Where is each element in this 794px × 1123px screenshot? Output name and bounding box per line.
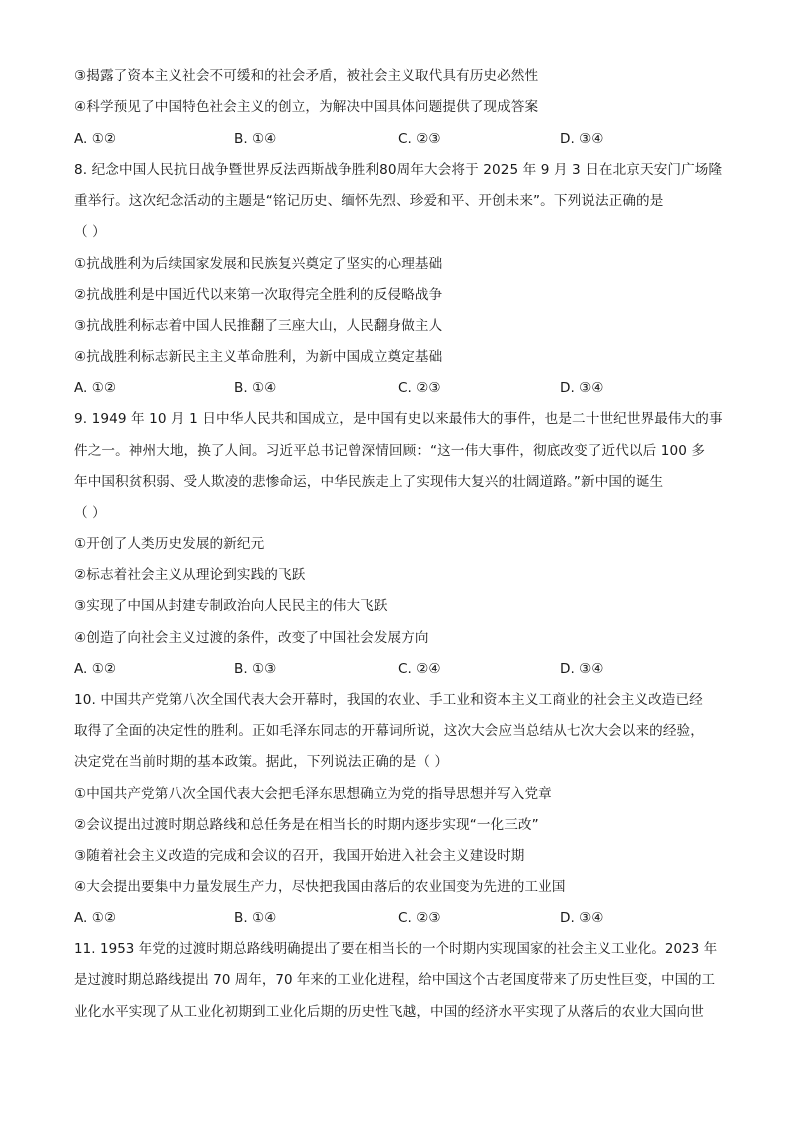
question-9-options [74,659,724,679]
question-10-stem-line-3: 决定党在当前时期的基本政策。据此，下列说法正确的是（ ） [74,754,449,770]
question-11-stem-line-2: 是过渡时期总路线提出 70 周年，70 年来的工业化进程，给中国这个古老国度带来了历史性巨变，中国的工 [74,973,716,988]
answer-options [74,129,724,149]
option-d: D. ③④ [560,380,604,396]
question-9-stem-line-1: 9. 1949 年 10 月 1 日中华人民共和国成立，是中国有史以来最伟大的事件，也是二十世纪世界最伟大的事 [74,411,723,427]
question-8-stem-line-2: 重举行。这次纪念活动的主题是“铭记历史、缅怀先烈、珍爱和平、开创未来”。下列说法正确的是 [74,193,664,209]
question-10-stem-line-2: 取得了全面的决定性的胜利。正如毛泽东同志的开幕词所说，这次大会应当总结从七次大会以来的经验， [74,723,704,739]
option-b: B. ①④ [234,131,277,147]
question-8-statement-2: ②抗战胜利是中国近代以来第一次取得完全胜利的反侵略战争 [74,287,443,303]
option-a: A. ①② [74,661,117,677]
question-8-statement-4: ④抗战胜利标志新民主主义革命胜利，为新中国成立奠定基础 [74,349,443,365]
question-9-statement-1: ①开创了人类历史发展的新纪元 [74,536,265,552]
question-11-stem-line-3: 业化水平实现了从工业化初期到工业化后期的历史性飞越，中国的经济水平实现了从落后的农业大国向世 [74,1004,704,1020]
option-a: A. ①② [74,910,117,926]
question-10-statement-1: ①中国共产党第八次全国代表大会把毛泽东思想确立为党的指导思想并写入党章 [74,786,552,802]
question-8-stem-line-1: 8. 纪念中国人民抗日战争暨世界反法西斯战争胜利80周年大会将于 2025 年 9 月 3 日在北京天安门广场隆 [74,162,723,178]
option-a: A. ①② [74,131,117,147]
question-9-stem-line-2: 件之一。神州大地，换了人间。习近平总书记曾深情回顾：“这一伟大事件，彻底改变了近代以后 100 多 [74,443,706,459]
option-c: C. ②③ [398,910,441,926]
question-10-statement-3: ③随着社会主义改造的完成和会议的召开，我国开始进入社会主义建设时期 [74,848,525,864]
option-b: B. ①③ [234,661,277,677]
option-c: C. ②③ [398,131,441,147]
question-9-statement-3: ③实现了中国从封建专制政治向人民民主的伟大飞跃 [74,598,388,614]
question-8-statement-3: ③抗战胜利标志着中国人民推翻了三座大山，人民翻身做主人 [74,318,443,334]
question-11-stem-line-1: 11. 1953 年党的过渡时期总路线明确提出了要在相当长的一个时期内实现国家的社会主义工业化。2023 年 [74,942,718,957]
option-d: D. ③④ [560,910,604,926]
question-10-stem-line-1: 10. 中国共产党第八次全国代表大会开幕时，我国的农业、手工业和资本主义工商业的社会主义改造已经 [74,692,703,708]
option-a: A. ①② [74,380,117,396]
question-10-options [74,908,724,928]
question-10-statement-4: ④大会提出要集中力量发展生产力，尽快把我国由落后的农业国变为先进的工业国 [74,879,566,895]
question-8-statement-1: ①抗战胜利为后续国家发展和民族复兴奠定了坚实的心理基础 [74,256,443,272]
question-9-statement-4: ④创造了向社会主义过渡的条件，改变了中国社会发展方向 [74,630,429,646]
question-8-options [74,378,724,398]
option-b: B. ①④ [234,380,277,396]
option-d: D. ③④ [560,661,604,677]
statement-4: ④科学预见了中国特色社会主义的创立，为解决中国具体问题提供了现成答案 [74,99,539,115]
option-d: D. ③④ [560,131,604,147]
option-b: B. ①④ [234,910,277,926]
question-10-statement-2: ②会议提出过渡时期总路线和总任务是在相当长的时期内逐步实现“一化三改” [74,817,539,833]
question-9-stem-line-3: 年中国积贫积弱、受人欺凌的悲惨命运，中华民族走上了实现伟大复兴的壮阔道路。”新中国的诞生 [74,474,664,490]
question-9-statement-2: ②标志着社会主义从理论到实践的飞跃 [74,567,306,583]
option-c: C. ②④ [398,661,441,677]
statement-3: ③揭露了资本主义社会不可缓和的社会矛盾，被社会主义取代具有历史必然性 [74,68,539,84]
question-8-answer-bracket: （ ） [74,224,106,240]
question-9-answer-bracket: （ ） [74,505,106,521]
option-c: C. ②③ [398,380,441,396]
